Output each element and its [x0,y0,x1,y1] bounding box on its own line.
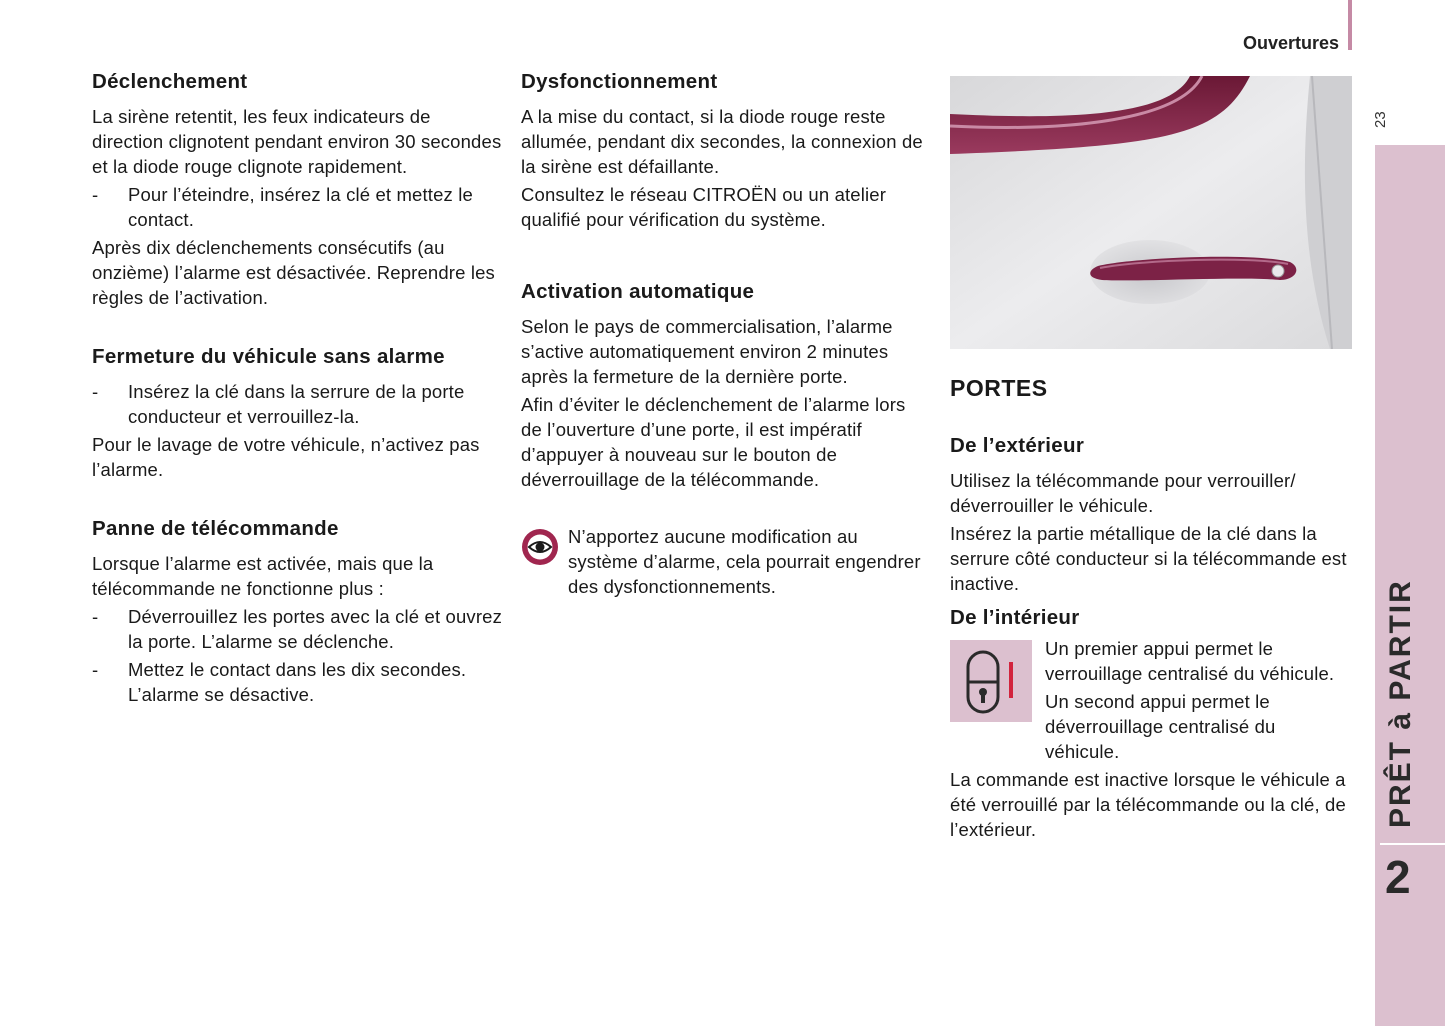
paragraph: La commande est inactive lorsque le véhicule a été verrouillé par la télécommande ou la clé, de l’extérieur. [950,769,1346,840]
chapter-number: 2 [1385,851,1411,903]
central-lock-button-figure [950,640,1032,722]
section-title: Ouvertures [1242,33,1339,53]
paragraph: Utilisez la télécommande pour verrouiller/ déverrouiller le véhicule. [950,470,1296,516]
list-item: - Mettez le contact dans les dix secondes. L’alarme se désactive. [92,657,502,707]
header-accent-bar [1348,0,1352,50]
lock-icon [950,640,1032,722]
list-item: - Déverrouillez les portes avec la clé et ouvrez la porte. L’alarme se déclenche. [92,604,502,654]
column-right [950,76,1350,845]
column-middle [521,70,931,602]
heading-portes: PORTES [950,375,1048,401]
paragraph: La sirène retentit, les feux indicateurs de direction clignotent pendant environ 30 secondes et la diode rouge clignote rapidement. [92,106,502,177]
heading-activation: Activation automatique [521,280,755,303]
heading-fermeture: Fermeture du véhicule sans alarme [92,345,445,368]
list-item: - Pour l’éteindre, insérez la clé et mettez le contact. [92,182,502,232]
paragraph: Un second appui permet le déverrouillage centralisé du véhicule. [1045,691,1276,762]
paragraph: Lorsque l’alarme est activée, mais que la télécommande ne fonctionne plus : [92,553,434,599]
door-handle-photo [950,76,1352,349]
paragraph: A la mise du contact, si la diode rouge reste allumée, pendant dix secondes, la connexion de la sirène est défaillante. [521,106,923,177]
column-left [92,70,502,710]
page-number: 23 [1372,111,1389,128]
paragraph: Un premier appui permet le verrouillage centralisé du véhicule. [1045,638,1335,684]
heading-panne: Panne de télécommande [92,517,339,540]
chapter-tab-divider [1380,843,1445,845]
warning-text: N’apportez aucune modification au système d’alarme, cela pourrait engendrer des dysfonctionnements. [568,526,921,597]
paragraph: Selon le pays de commercialisation, l’alarme s’active automatiquement environ 2 minutes après la fermeture de la dernière porte. [521,316,893,387]
paragraph: Pour le lavage de votre véhicule, n’activez pas l’alarme. [92,434,480,480]
heading-dysfonctionnement: Dysfonctionnement [521,70,718,93]
heading-interieur: De l’intérieur [950,606,1080,629]
heading-declenchement: Déclenchement [92,70,248,93]
paragraph: Afin d’éviter le déclenchement de l’alarme lors de l’ouverture d’une porte, il est impératif d’appuyer à nouveau sur le bouton de déverrouillage de la télécommande. [521,394,906,490]
chapter-tab-label: PRÊT à PARTIR [1384,579,1417,828]
paragraph: Insérez la partie métallique de la clé dans la serrure côté conducteur si la télécommande est inactive. [950,523,1347,594]
paragraph: Consultez le réseau CITROËN ou un atelier qualifié pour vérification du système. [521,184,887,230]
heading-exterieur: De l’extérieur [950,434,1085,457]
eye-warning-icon [521,528,559,566]
list-item: - Insérez la clé dans la serrure de la porte conducteur et verrouillez-la. [92,379,502,429]
paragraph: Après dix déclenchements consécutifs (au onzième) l’alarme est désactivée. Reprendre les règles de l’activation. [92,237,495,308]
warning-note [521,524,931,599]
